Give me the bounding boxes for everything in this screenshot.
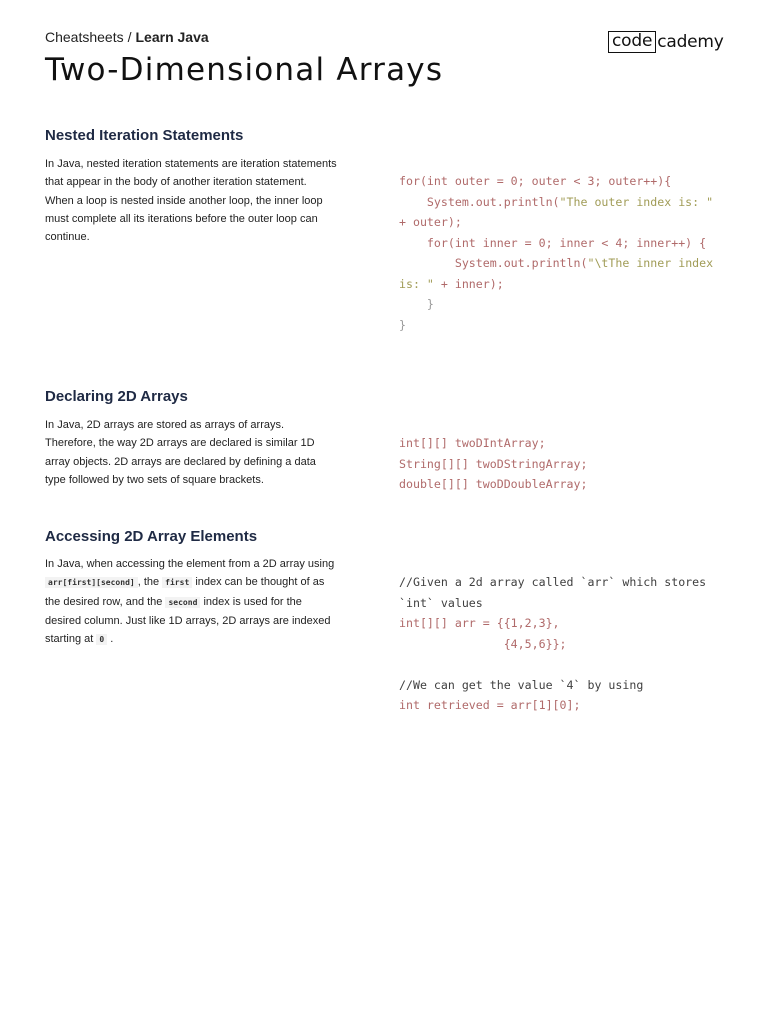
inline-code: arr[first][second] [45, 577, 138, 588]
logo-cademy-text: cademy [657, 32, 724, 52]
code-comment: //We can get the value `4` by using [399, 677, 644, 692]
inline-code: 0 [96, 634, 107, 645]
code-comment: //Given a 2d array called `arr` which stores `int` values [399, 575, 714, 610]
code-string: "\tThe inner index is: " [399, 256, 721, 291]
code-line: {4,5,6}}; [399, 636, 567, 651]
code-line: int[][] twoDIntArray; [399, 436, 546, 450]
breadcrumb-cheatsheets-link[interactable]: Cheatsheets [45, 29, 124, 45]
description-text: In Java, when accessing the element from a 2D array using [45, 558, 335, 570]
section-description [45, 555, 337, 649]
code-line: System.out.println( [399, 194, 560, 209]
breadcrumb [45, 29, 209, 45]
code-line: String[][] twoDStringArray; [399, 456, 588, 471]
section-heading: Nested Iteration Statements [45, 127, 244, 144]
code-line: + inner); [433, 276, 504, 291]
code-block [399, 572, 719, 716]
page-title: Two-Dimensional Arrays [45, 52, 444, 88]
code-block [399, 433, 719, 495]
code-line: int[][] arr = {{1,2,3}, [399, 616, 560, 630]
logo-code-box: code [608, 31, 656, 53]
code-line: double[][] twoDDoubleArray; [399, 477, 588, 491]
section-nested-iteration [45, 127, 725, 332]
section-accessing-2d-array-elements [45, 528, 725, 712]
code-block [399, 171, 719, 335]
code-line: int retrieved = arr[1][0]; [399, 698, 581, 712]
code-line: } [399, 317, 406, 332]
section-description: In Java, nested iteration statements are iteration statements that appear in the body of another iteration statement. When a loop is nested inside another loop, the inner loop must complete all its iterations before the outer loop can continue. [45, 158, 337, 244]
breadcrumb-separator: / [127, 29, 132, 45]
code-line: for(int inner = 0; inner < 4; inner++) { [399, 235, 707, 250]
codecademy-logo[interactable] [608, 31, 724, 53]
inline-code: first [162, 577, 192, 588]
description-text: , the [137, 576, 160, 589]
code-line: System.out.println( [399, 256, 588, 270]
code-line: for(int outer = 0; outer < 3; outer++){ [399, 174, 672, 188]
section-description: In Java, 2D arrays are stored as arrays of arrays. Therefore, the way 2D arrays are declared is similar 1D array objects. 2D arrays are declared by defining a data type followed by two sets of square brackets. [45, 419, 316, 486]
section-declaring-2d-arrays [45, 388, 725, 491]
code-line: } [399, 297, 434, 311]
breadcrumb-current[interactable]: Learn Java [135, 29, 209, 45]
code-line: + outer); [399, 194, 721, 229]
description-text: . [110, 633, 114, 646]
section-heading: Declaring 2D Arrays [45, 388, 188, 405]
description-text: index is used for the desired column. Just like 1D arrays, 2D arrays are indexed starting at [45, 595, 331, 646]
description-text: index can be thought of as the desired row, and the [45, 576, 325, 608]
inline-code: second [165, 597, 200, 608]
code-string: "The outer index is: " [559, 194, 714, 209]
section-heading: Accessing 2D Array Elements [45, 528, 258, 545]
